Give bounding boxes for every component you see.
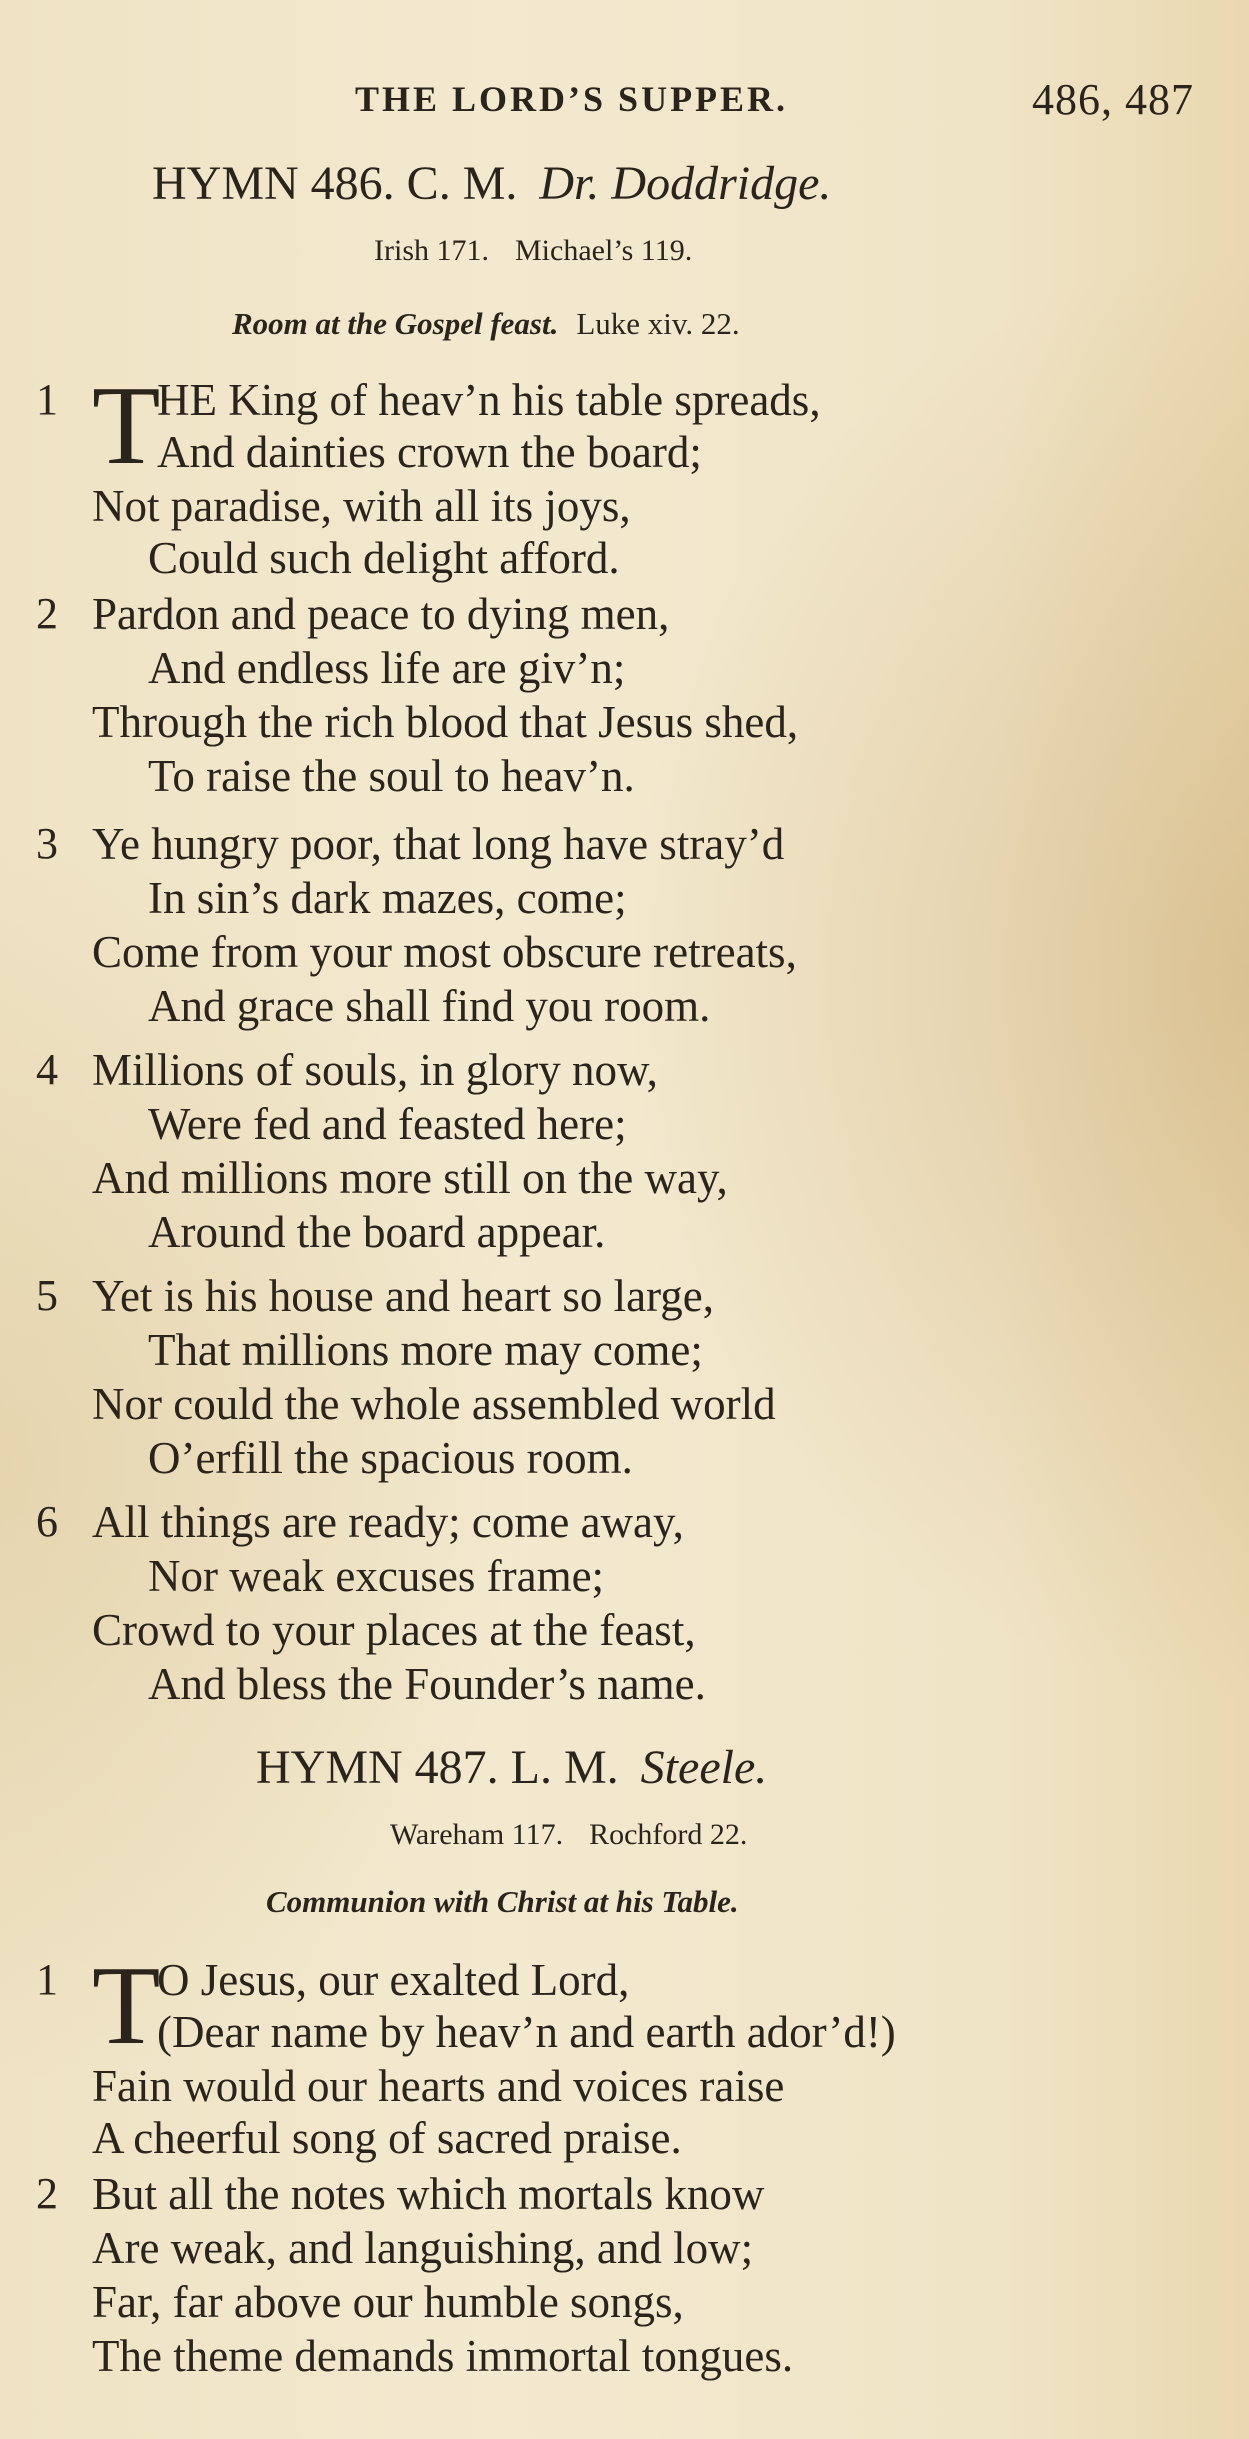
drop-cap: T — [92, 1944, 161, 2068]
tune-name: Irish 171. — [374, 234, 489, 267]
verse-line: (Dear name by heav’n and earth ador’d!) — [157, 2007, 896, 2057]
hymn-487-tunes — [390, 1818, 747, 1852]
verse-line: Not paradise, with all its joys, — [92, 481, 631, 531]
verse-line: But all the notes which mortals know — [92, 2169, 765, 2219]
tune-name: Rochford 22. — [589, 1818, 748, 1851]
verse-line: Around the board appear. — [148, 1207, 606, 1257]
verse-line: Through the rich blood that Jesus shed, — [92, 697, 799, 747]
tune-name: Michael’s 119. — [515, 234, 693, 267]
hymn-487-title — [256, 1740, 767, 1795]
hymn-487-theme — [266, 1884, 739, 1920]
verse-line: A cheerful song of sacred praise. — [92, 2113, 682, 2163]
stanza-number: 4 — [36, 1045, 58, 1094]
verse-line: All things are ready; come away, — [92, 1497, 684, 1547]
stanza-number: 6 — [36, 1497, 58, 1546]
verse-line: And millions more still on the way, — [92, 1153, 728, 1203]
stanza-number: 2 — [36, 2169, 58, 2218]
hymn-author: Steele. — [640, 1741, 768, 1794]
verse-line: Fain would our hearts and voices raise — [92, 2061, 785, 2111]
stanza-number: 1 — [36, 1955, 58, 2004]
verse-line: Yet is his house and heart so large, — [92, 1271, 715, 1321]
verse-line: In sin’s dark mazes, come; — [148, 873, 627, 923]
verse-line: Far, far above our humble songs, — [92, 2277, 684, 2327]
verse-line: Nor weak excuses frame; — [148, 1551, 605, 1601]
verse-line: Are weak, and languishing, and low; — [92, 2223, 754, 2273]
theme-text: Communion with Christ at his Table. — [266, 1884, 739, 1919]
stanza-number: 5 — [36, 1271, 58, 1320]
verse-line: That millions more may come; — [148, 1325, 703, 1375]
verse-line: Ye hungry poor, that long have stray’d — [92, 819, 785, 869]
verse-line: And bless the Founder’s name. — [148, 1659, 706, 1709]
verse-line: And endless life are giv’n; — [148, 643, 626, 693]
verse-line: Could such delight afford. — [148, 533, 620, 583]
scripture-reference: Luke xiv. 22. — [576, 306, 740, 341]
stanza-number: 3 — [36, 819, 58, 868]
page-numbers: 486, 487 — [1032, 75, 1194, 124]
stanza-number: 1 — [36, 375, 58, 424]
verse-line: And dainties crown the board; — [157, 427, 702, 477]
verse-line: To raise the soul to heav’n. — [148, 751, 635, 801]
verse-line: Come from your most obscure retreats, — [92, 927, 797, 977]
verse-line: Millions of souls, in glory now, — [92, 1045, 658, 1095]
verse-line: Crowd to your places at the feast, — [92, 1605, 696, 1655]
drop-cap: T — [92, 364, 161, 488]
hymn-486-theme — [232, 306, 740, 342]
verse-line: Pardon and peace to dying men, — [92, 589, 670, 639]
running-head: THE LORD’S SUPPER. — [355, 79, 789, 119]
verse-line: O Jesus, our exalted Lord, — [157, 1955, 630, 2005]
verse-line: O’erfill the spacious room. — [148, 1433, 633, 1483]
hymn-author: Dr. Doddridge. — [539, 157, 832, 210]
hymn-number: HYMN 486. C. M. — [152, 157, 518, 210]
hymn-number: HYMN 487. L. M. — [256, 1741, 619, 1794]
hymn-486-title — [152, 156, 831, 211]
verse-line: And grace shall find you room. — [148, 981, 711, 1031]
theme-text: Room at the Gospel feast. — [232, 306, 559, 341]
verse-line: Nor could the whole assembled world — [92, 1379, 776, 1429]
verse-line: HE King of heav’n his table spreads, — [157, 375, 821, 425]
hymn-486-tunes — [374, 234, 692, 268]
verse-line: The theme demands immortal tongues. — [92, 2331, 794, 2381]
verse-line: Were fed and feasted here; — [148, 1099, 627, 1149]
stanza-number: 2 — [36, 589, 58, 638]
page-header — [355, 75, 1194, 138]
tune-name: Wareham 117. — [390, 1818, 564, 1851]
